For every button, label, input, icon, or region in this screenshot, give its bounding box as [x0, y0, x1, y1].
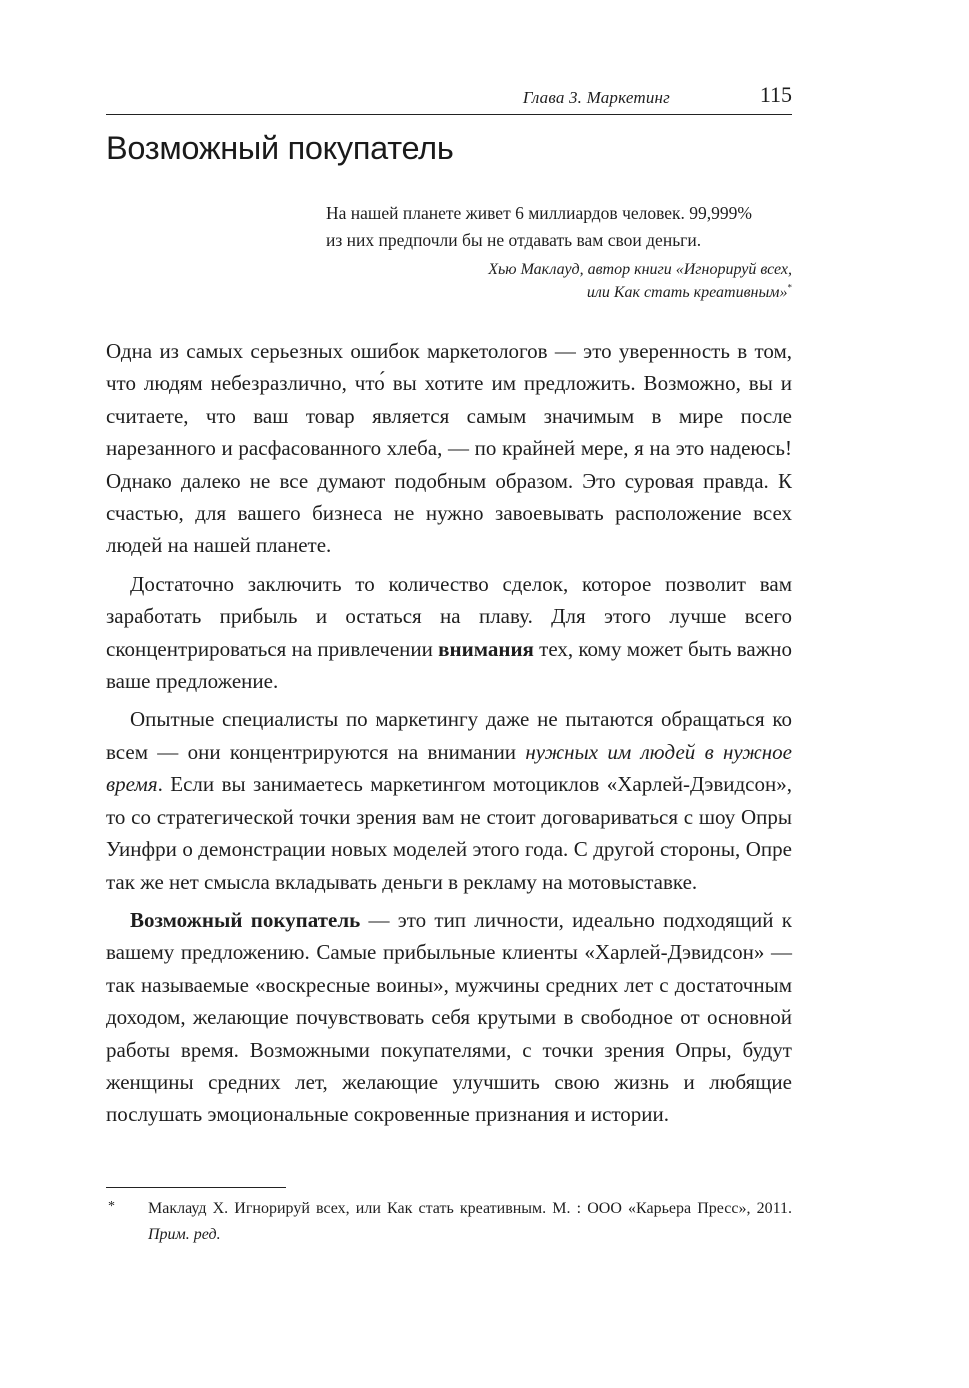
epigraph-quote-line-2: из них предпочли бы не отдавать вам свои деньги.: [326, 230, 702, 250]
paragraph-3-text-start: Опытные специалисты по маркетингу даже не пытаются обращаться ко всем — они концентрируются на внимании: [106, 707, 792, 764]
paragraph-2-text-end: тех, кому может быть важно ваше предложение.: [106, 636, 792, 694]
footnote-text: [148, 1196, 792, 1248]
paragraph-4: [106, 904, 792, 1131]
footnote-editor-note: Прим. ред.: [148, 1226, 221, 1243]
paragraph-1: Одна из самых серьезных ошибок маркетологов — это уверенность в том, что людям небезразлично, что́ вы хотите им предложить. Возможно, вы и считаете, что ваш товар является самым значимым в мире после нарезанного и расфасованного хлеба, — по крайней мере, я на это надеюсь! Однако далеко не все думают подобным образом. Это суровая правда. К счастью, для вашего бизнеса не нужно завоевывать расположение всех людей на нашей планете.: [106, 339, 792, 558]
running-header: [106, 78, 792, 115]
paragraph-4-text: — это тип личности, идеально подходящий к вашему предложению. Самые прибыльные клиенты «Харлей-Дэвидсон» — так называемые «воскресные воины», мужчины средних лет с достаточным доходом, желающие почувствовать себя крутыми в свободное от основной работы время. Возможными покупателями, с точки зрения Опры, будут женщины средних лет, желающие улучшить свою жизнь и любящие послушать эмоциональные сокровенные признания и истории.: [106, 907, 792, 1127]
paragraph-3-italic-phrase: нужных им людей в нужное время: [106, 739, 792, 797]
paragraph-2-text-start: Достаточно заключить то количество сделок, которое позволит вам заработать прибыль и остаться на плаву. Для этого лучше всего сконцентрироваться на привлечении: [106, 571, 792, 661]
paragraph-4-bold-term: Возможный покупатель: [130, 907, 361, 932]
epigraph-author-line-2: или Как стать креативным»: [586, 284, 788, 301]
page-number: 115: [759, 82, 792, 107]
epigraph-author: [326, 258, 792, 304]
footnote-citation: Маклауд Х. Игнорируй всех, или Как стать креативным. М. : ООО «Карьера Пресс», 2011.: [148, 1200, 792, 1217]
section-title: Возможный покупатель: [106, 130, 454, 166]
footnote-divider: [106, 1187, 286, 1188]
running-title: Глава 3. Маркетинг: [522, 88, 670, 107]
paragraph-2: [106, 568, 792, 698]
paragraph-2-bold-term: внимания: [438, 636, 534, 661]
book-page: [106, 0, 792, 1388]
footnote-marker: *: [108, 1199, 115, 1214]
paragraph-3-text-end: . Если вы занимаетесь маркетингом мотоциклов «Харлей-Дэвидсон», то со стратегической точки зрения вам не стоит договариваться с шоу Опры Уинфри о демонстрации новых моделей этого года. С другой стороны, Опре так же нет смысла вкладывать деньги в рекламу на мотовыставке.: [106, 772, 792, 894]
epigraph-author-line-1: Хью Маклауд, автор книги «Игнорируй всех,: [488, 261, 792, 278]
footnote: [106, 1196, 792, 1248]
epigraph-footnote-marker: *: [787, 282, 792, 293]
epigraph-quote-line-1: На нашей планете живет 6 миллиардов человек. 99,999%: [326, 203, 752, 223]
epigraph: [326, 200, 792, 304]
epigraph-quote: [326, 200, 792, 254]
body-text: [106, 335, 792, 1131]
paragraph-3: [106, 703, 792, 897]
